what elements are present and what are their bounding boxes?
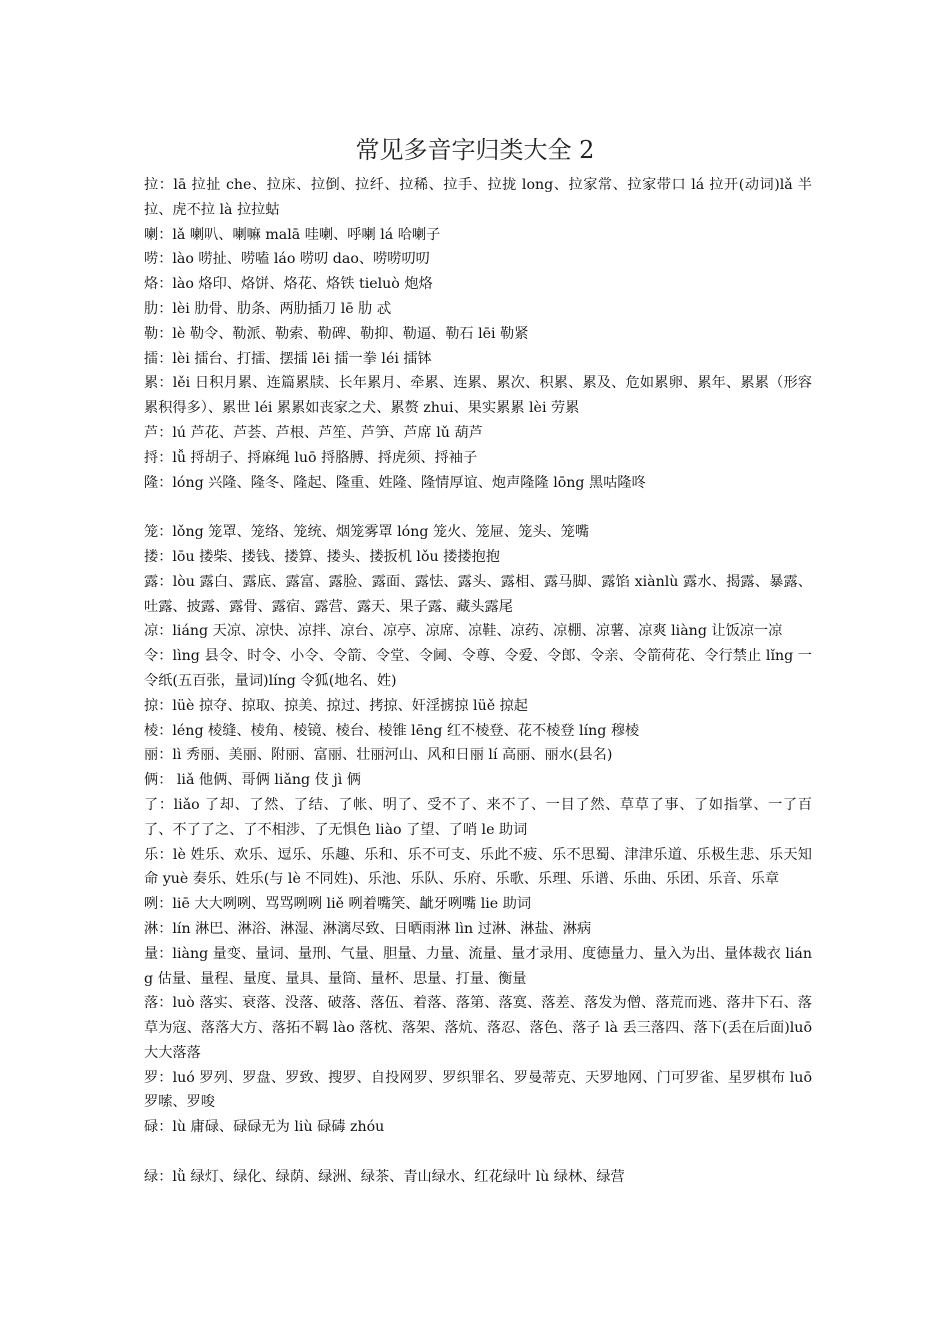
- entry-list: [144, 173, 812, 1190]
- polyphone-entry: 喇：lǎ 喇叭、喇嘛 malā 哇喇、呼喇 lá 哈喇子: [144, 226, 441, 243]
- polyphone-entry: 隆：lóng 兴隆、隆冬、隆起、隆重、姓隆、隆情厚谊、炮声隆隆 lōng 黑咕隆咚: [144, 474, 646, 491]
- polyphone-entry: 唠：lào 唠扯、唠嗑 láo 唠叨 dao、唠唠叨叨: [144, 251, 430, 268]
- polyphone-entry: 累：lěi 日积月累、连篇累牍、长年累月、牵累、连累、累次、积累、累及、危如累卵、累年、累累（形容累积得多）、累世 léi 累累如丧家之犬、累赘 zhui、果实累累 lèi 劳累: [144, 375, 812, 417]
- polyphone-entry: 俩： liǎ 他俩、哥俩 liǎng 伎 jì 俩: [144, 772, 361, 789]
- page-title: 常见多音字归类大全 2: [355, 136, 595, 164]
- polyphone-entry: 芦：lú 芦花、芦荟、芦根、芦笙、芦笋、芦席 lǔ 葫芦: [144, 424, 483, 441]
- paragraph-gap: [144, 495, 812, 520]
- polyphone-entry: 淋：lín 淋巴、淋浴、淋湿、淋漓尽致、日晒雨淋 lìn 过淋、淋盐、淋病: [144, 920, 592, 937]
- polyphone-entry: 落：luò 落实、衰落、没落、破落、落伍、着落、落第、落寞、落差、落发为僧、落荒而逃、落井下石、落草为寇、落落大方、落拓不羁 lào 落枕、落架、落炕、落忍、落色、落子 là 丢三落四、落下(丢在后面)luō 大大落落: [144, 995, 812, 1061]
- polyphone-entry: 绿：lǜ 绿灯、绿化、绿荫、绿洲、绿茶、青山绿水、红花绿叶 lù 绿林、绿营: [144, 1168, 625, 1185]
- polyphone-entry: 凉：liáng 天凉、凉快、凉拌、凉台、凉亭、凉席、凉鞋、凉药、凉棚、凉薯、凉爽 liàng 让饭凉一凉: [144, 623, 783, 640]
- polyphone-entry: 捋：lǚ 捋胡子、捋麻绳 luō 捋胳膊、捋虎须、捋袖子: [144, 449, 478, 466]
- polyphone-entry: 搂：lōu 搂柴、搂钱、搂算、搂头、搂扳机 lǒu 搂搂抱抱: [144, 548, 500, 565]
- polyphone-entry: 碌：lù 庸碌、碌碌无为 liù 碌碡 zhóu: [144, 1119, 385, 1136]
- polyphone-entry: 笼：lǒng 笼罩、笼络、笼统、烟笼雾罩 lóng 笼火、笼屉、笼头、笼嘴: [144, 524, 590, 541]
- polyphone-entry: 擂：lèi 擂台、打擂、摆擂 lēi 擂一拳 léi 擂钵: [144, 350, 432, 367]
- polyphone-entry: 掠：lüè 掠夺、掠取、掠美、掠过、拷掠、奸淫掳掠 lüě 掠起: [144, 697, 528, 714]
- polyphone-entry: 棱：léng 棱缝、棱角、棱镜、棱台、棱锥 lēng 红不棱登、花不棱登 líng 穆棱: [144, 722, 640, 739]
- polyphone-entry: 拉：lā 拉扯 che、拉床、拉倒、拉纤、拉稀、拉手、拉拢 long、拉家常、拉家带口 lá 拉开(动词)lǎ 半拉、虎不拉 là 拉拉蛄: [144, 177, 812, 218]
- polyphone-entry: 令：lìng 县令、时令、小令、令箭、令堂、令阃、令尊、令爱、令郎、令亲、令箭荷花、令行禁止 lǐng 一令纸(五百张，量词)líng 令狐(地名、姓): [144, 648, 812, 689]
- polyphone-entry: 咧：liē 大大咧咧、骂骂咧咧 liě 咧着嘴笑、龇牙咧嘴 lie 助词: [144, 896, 532, 913]
- polyphone-entry: 丽：lì 秀丽、美丽、附丽、富丽、壮丽河山、风和日丽 lí 高丽、丽水(县名): [144, 747, 613, 764]
- polyphone-entry: 肋：lèi 肋骨、肋条、两肋插刀 lē 肋 忒: [144, 300, 392, 317]
- polyphone-entry: 量：liàng 量变、量词、量刑、气量、胆量、力量、流量、量才录用、度德量力、量入为出、量体裁衣 liáng 估量、量程、量度、量具、量筒、量杯、思量、打量、衡量: [144, 945, 812, 987]
- polyphone-entry: 罗：luó 罗列、罗盘、罗致、搜罗、自投网罗、罗织罪名、罗曼蒂克、天罗地网、门可罗雀、星罗棋布 luō 罗嗦、罗唆: [144, 1069, 812, 1111]
- polyphone-entry: 烙：lào 烙印、烙饼、烙花、烙铁 tieluò 炮烙: [144, 276, 433, 293]
- paragraph-gap: [144, 1140, 812, 1165]
- polyphone-entry: 露：lòu 露白、露底、露富、露脸、露面、露怯、露头、露相、露马脚、露馅 xiànlù 露水、揭露、暴露、吐露、披露、露骨、露宿、露营、露天、果子露、藏头露尾: [144, 573, 812, 615]
- polyphone-entry: 乐：lè 姓乐、欢乐、逗乐、乐趣、乐和、乐不可支、乐此不疲、乐不思蜀、津津乐道、乐极生悲、乐天知命 yuè 奏乐、姓乐(与 lè 不同姓)、乐池、乐队、乐府、乐歌、乐理、乐谱、乐曲、乐团、乐音、乐章: [144, 846, 812, 888]
- polyphone-entry: 勒：lè 勒令、勒派、勒索、勒碑、勒抑、勒逼、勒石 lēi 勒紧: [144, 325, 529, 342]
- polyphone-entry: 了：liǎo 了却、了然、了结、了帐、明了、受不了、来不了、一目了然、草草了事、了如指掌、一了百了、不了了之、了不相涉、了无惧色 liào 了望、了哨 le 助词: [144, 796, 812, 838]
